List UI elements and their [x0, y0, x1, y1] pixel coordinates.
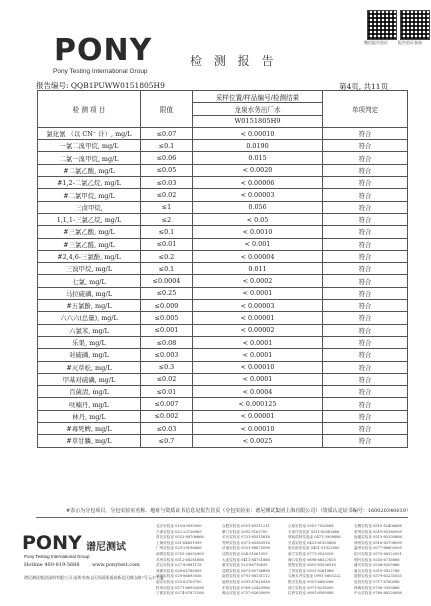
table-row — [38, 189, 408, 201]
row-limit: ≤0.03 — [141, 423, 193, 435]
row-result: < 0.00002 — [193, 324, 323, 336]
row-item: 七氯, mg/L — [38, 275, 141, 287]
table-row — [38, 287, 408, 299]
row-result: < 0.0004 — [193, 386, 323, 398]
header-sample-id: W0151805H9 — [193, 115, 323, 127]
footer-pony-logo: PONY — [22, 532, 82, 554]
subcontract-footnote: #表示为分包项目，分包实验室名称、地址与资质证书信息见报告首页（分包实验室：谱尼测试集团上海有限公司）（资质认定证书编号：160020340019） — [66, 508, 411, 514]
row-limit: ≤0.02 — [141, 189, 193, 201]
row-result: < 0.0002 — [193, 275, 323, 287]
branch-entry: 呼和浩特实验室 0471-3908888 — [288, 535, 341, 540]
page-number: 第4页, 共11页 — [339, 82, 389, 91]
row-item: 呋喃丹, mg/L — [38, 398, 141, 410]
branch-entry: 银川实验室 0951-6890288 — [288, 579, 334, 584]
row-item: 对硫磷, mg/L — [38, 349, 141, 361]
branch-entry: 温州实验室 0577-88803005 — [354, 546, 402, 551]
footer-hotline: Hotline 400-819-5688 — [24, 562, 80, 568]
branch-entry: 哈尔滨实验室 0451-51922800 — [288, 546, 340, 551]
table-row — [38, 152, 408, 164]
row-judgement: 符合 — [323, 177, 408, 189]
row-limit: ≤0.009 — [141, 300, 193, 312]
row-item: 三卤甲烷, — [38, 201, 141, 213]
branch-entry: 石家庄实验室 0311-85383666 — [288, 529, 340, 534]
row-result: < 0.05 — [193, 213, 323, 225]
row-judgement: 符合 — [323, 275, 408, 287]
table-row — [38, 398, 408, 410]
row-result: < 0.0001 — [193, 373, 323, 385]
branch-entry: 洛阳实验室 0379-63235555 — [354, 574, 402, 579]
header-item: 检 测 项 目 — [38, 91, 141, 128]
verify-qr-code-icon — [400, 10, 430, 40]
branch-entry: 宁波实验室 0574-87872168 — [156, 591, 204, 596]
row-item: #1,2-二氯乙烷, mg/L — [38, 177, 141, 189]
row-result: < 0.0020 — [193, 164, 323, 176]
branch-entry: 苏州实验室 0512-68281688 — [156, 557, 204, 562]
row-result: < 0.0001 — [193, 287, 323, 299]
row-result: < 0.00003 — [193, 300, 323, 312]
row-limit: ≤0.05 — [141, 164, 193, 176]
row-judgement: 符合 — [323, 263, 408, 275]
row-result: < 0.00001 — [193, 312, 323, 324]
row-judgement: 符合 — [323, 287, 408, 299]
branch-entry: 长沙实验室 0731-85515816 — [222, 535, 270, 540]
branch-entry: 郑州实验室 0371-63383918 — [222, 540, 270, 545]
row-item: 百菌清, mg/L — [38, 386, 141, 398]
table-row — [38, 275, 408, 287]
row-judgement: 符合 — [323, 152, 408, 164]
branch-entry: 南昌实验室 0791-88131112 — [222, 574, 270, 579]
row-result: < 0.0025 — [193, 435, 323, 447]
table-row — [38, 177, 408, 189]
table-row — [38, 127, 408, 139]
row-item: 二氯一溴甲烷, mg/L — [38, 152, 141, 164]
table-row — [38, 263, 408, 275]
report-number: 报告编号: QQB1PUWW0151805H9 — [36, 81, 165, 90]
branch-entry: 长春实验室 0431-81903888 — [288, 540, 336, 545]
row-result: < 0.00006 — [193, 177, 323, 189]
row-item: 三溴甲烷, mg/L — [38, 263, 141, 275]
table-row — [38, 226, 408, 238]
table-row — [38, 324, 408, 336]
table-row — [38, 410, 408, 422]
row-limit: ≤0.7 — [141, 435, 193, 447]
row-result: 0.0190 — [193, 140, 323, 152]
row-result: 0.011 — [193, 263, 323, 275]
row-limit: ≤0.1 — [141, 226, 193, 238]
branch-entry: 重庆实验室 023-86718839 — [222, 563, 268, 568]
table-row — [38, 312, 408, 324]
row-result: < 0.0001 — [193, 336, 323, 348]
branch-entry: 天津实验室 022-23726969 — [156, 529, 202, 534]
row-item: 六六六(总量), mg/L — [38, 312, 141, 324]
row-item: #三氯乙醛, mg/L — [38, 238, 141, 250]
branch-entry: 成都实验室 028-65780009 — [156, 568, 202, 573]
table-row — [38, 373, 408, 385]
row-judgement: 符合 — [323, 349, 408, 361]
header-judgement: 单项判定 — [323, 91, 408, 128]
branch-entry: 拉萨实验室 0891-6599988 — [288, 591, 334, 596]
table-row — [38, 386, 408, 398]
row-item: 甲基对硫磷, mg/L — [38, 373, 141, 385]
table-row — [38, 238, 408, 250]
row-limit: ≤0.02 — [141, 373, 193, 385]
branch-entry: 济南实验室 0531-88875098 — [222, 546, 270, 551]
row-item: 氯化氰 （以 CN⁻ 计）, mg/L — [38, 127, 141, 139]
table-row — [38, 435, 408, 447]
branch-column — [288, 524, 341, 597]
qr-caption-verify: 报告验证查询 — [398, 40, 422, 45]
row-judgement: 符合 — [323, 201, 408, 213]
branch-entry: 昆明实验室 0871-65736888 — [222, 568, 270, 573]
branch-entry: 西安实验室 029-86693036 — [156, 574, 202, 579]
row-item: 乐果, mg/L — [38, 336, 141, 348]
branch-entry: 大连实验室 0411-84751888 — [222, 557, 270, 562]
row-result: < 0.00003 — [193, 189, 323, 201]
branch-entry: 佛山实验室 0757-82630099 — [222, 591, 270, 596]
row-limit: ≤0.003 — [141, 349, 193, 361]
row-judgement: 符合 — [323, 336, 408, 348]
row-judgement: 符合 — [323, 386, 408, 398]
branch-column — [222, 524, 270, 597]
table-row — [38, 164, 408, 176]
row-item: #灭草松, mg/L — [38, 361, 141, 373]
branch-entry: 东莞实验室 0769-22420966 — [222, 585, 270, 590]
row-limit: ≤2 — [141, 213, 193, 225]
row-judgement: 符合 — [323, 213, 408, 225]
row-judgement: 符合 — [323, 140, 408, 152]
branch-entry: 绍兴实验室 0575-88122001 — [354, 551, 402, 556]
row-result: 0.056 — [193, 201, 323, 213]
branch-entry: 合肥实验室 0551-63511211 — [222, 524, 270, 528]
branch-entry: 杭州实验室 0571-86950588 — [156, 585, 204, 590]
row-judgement: 符合 — [323, 250, 408, 262]
row-result: < 0.00004 — [193, 250, 323, 262]
footer-website[interactable]: www.ponytest.com — [92, 562, 140, 568]
table-row — [38, 213, 408, 225]
row-limit: ≤0.03 — [141, 177, 193, 189]
row-result: < 0.00001 — [193, 410, 323, 422]
row-judgement: 符合 — [323, 324, 408, 336]
branch-entry: 南京实验室 025-83709700 — [156, 579, 202, 584]
row-limit: ≤1 — [141, 201, 193, 213]
branch-entry: 中山实验室 0760-88228088 — [354, 591, 402, 596]
branch-column — [156, 524, 204, 597]
branch-entry: 烟台实验室 0535-6716888 — [354, 557, 400, 562]
row-limit: ≤0.3 — [141, 361, 193, 373]
branch-entry: 太原实验室 0351-7026588 — [288, 524, 334, 528]
footer-divider — [36, 517, 408, 518]
header-limit: 限值 — [141, 91, 193, 128]
branch-entry: 上海实验室 021-64851999 — [156, 540, 202, 545]
row-limit: ≤0.08 — [141, 336, 193, 348]
pony-logo: PONY — [54, 33, 153, 68]
branch-entry: 深圳实验室 0755-26050909 — [156, 551, 204, 556]
branch-entry: 青岛实验室 0532-88706866 — [156, 535, 204, 540]
row-judgement: 符合 — [323, 398, 408, 410]
logo-subtitle: Pony Testing International Group — [53, 68, 148, 75]
row-judgement: 符合 — [323, 423, 408, 435]
row-item: #二氯甲烷, mg/L — [38, 189, 141, 201]
row-result: < 0.000125 — [193, 398, 323, 410]
row-limit: ≤0.002 — [141, 410, 193, 422]
row-item: #五氯酚, mg/L — [38, 300, 141, 312]
row-limit: ≤0.0004 — [141, 275, 193, 287]
branch-entry: 西宁实验室 0971-8218300 — [288, 585, 334, 590]
row-limit: ≤0.1 — [141, 140, 193, 152]
row-result: < 0.001 — [193, 238, 323, 250]
table-row — [38, 201, 408, 213]
row-item: 马拉硫磷, mg/L — [38, 287, 141, 299]
row-result: 0.015 — [193, 152, 323, 164]
row-judgement: 符合 — [323, 312, 408, 324]
footer-logo-subtitle: Pony Testing International Group — [24, 554, 90, 559]
row-limit: ≤0.07 — [141, 127, 193, 139]
header-sample-group: 采样位置/样品编号/检测结果 — [193, 91, 323, 103]
branch-entry: 海口实验室 0898-66527655 — [288, 557, 336, 562]
row-limit: ≤0.1 — [141, 263, 193, 275]
row-judgement: 符合 — [323, 238, 408, 250]
row-item: 六氯苯, mg/L — [38, 324, 141, 336]
row-item: 林丹, mg/L — [38, 410, 141, 422]
qr-caption-wechat: 微信报告验证 — [364, 40, 388, 45]
row-limit: ≤0.25 — [141, 287, 193, 299]
branch-entry: 无锡实验室 0510-82406666 — [354, 524, 402, 528]
table-row — [38, 361, 408, 373]
row-limit: ≤0.01 — [141, 238, 193, 250]
row-result: < 0.0010 — [193, 226, 323, 238]
row-item: 1,1,1-三氯乙烷, mg/L — [38, 213, 141, 225]
table-row — [38, 300, 408, 312]
branch-entry: 常州实验室 0519-85180009 — [354, 529, 402, 534]
test-results-table — [37, 90, 408, 448]
row-limit: ≤0.001 — [141, 324, 193, 336]
branch-entry: 福州实验室 0591-87616958 — [222, 579, 270, 584]
header-location: 龙泉水务出厂水 — [193, 103, 323, 115]
branch-directory — [156, 524, 418, 600]
row-item: #草甘膦, mg/L — [38, 435, 141, 447]
table-row — [38, 423, 408, 435]
branch-entry: 贵阳实验室 0851-85556916 — [288, 563, 336, 568]
row-result: < 0.00010 — [193, 361, 323, 373]
row-judgement: 符合 — [323, 226, 408, 238]
row-judgement: 符合 — [323, 189, 408, 201]
document-title: 检 测 报 告 — [190, 54, 278, 68]
footer-address: 谱尼测试集团深圳有限公司 深圳市南山区西丽街道高新北区朗山路7号元丰大厦 — [24, 575, 164, 580]
branch-entry: 南宁实验室 0771-5535018 — [288, 551, 334, 556]
row-limit: ≤0.01 — [141, 386, 193, 398]
table-row — [38, 250, 408, 262]
table-row — [38, 336, 408, 348]
branch-entry: 广州实验室 020-29196666 — [156, 546, 202, 551]
wechat-qr-code-icon — [367, 10, 397, 40]
branch-entry: 兰州实验室 0931-8261966 — [288, 568, 334, 573]
row-limit: ≤0.06 — [141, 152, 193, 164]
branch-entry: 徐州实验室 0516-83708099 — [354, 540, 402, 545]
branch-entry: 宜昌实验室 0717-6760088 — [354, 579, 400, 584]
branch-entry: 厦门实验室 0592-5162700 — [222, 529, 268, 534]
row-item: 一氯二溴甲烷, mg/L — [38, 140, 141, 152]
row-result: < 0.0001 — [193, 349, 323, 361]
branch-entry: 珠海实验室 0756-3395866 — [354, 585, 400, 590]
row-judgement: 符合 — [323, 164, 408, 176]
row-judgement: 符合 — [323, 410, 408, 422]
row-limit: ≤0.007 — [141, 398, 193, 410]
footer-logo-chinese: 谱尼测试 — [86, 542, 126, 553]
branch-entry: 北京实验室 010-83055000 — [156, 524, 202, 528]
branch-entry: 潍坊实验室 0536-8205966 — [354, 563, 400, 568]
row-judgement: 符合 — [323, 361, 408, 373]
branch-entry: 南通实验室 0513-85330888 — [354, 535, 402, 540]
row-judgement: 符合 — [323, 127, 408, 139]
branch-entry: 唐山实验室 0315-5922788 — [354, 568, 400, 573]
table-row — [38, 349, 408, 361]
row-judgement: 符合 — [323, 300, 408, 312]
table-row — [38, 140, 408, 152]
row-item: #毒死蜱, mg/L — [38, 423, 141, 435]
row-limit: ≤0.2 — [141, 250, 193, 262]
row-result: < 0.00010 — [193, 423, 323, 435]
row-item: #三氯乙酸, mg/L — [38, 226, 141, 238]
row-judgement: 符合 — [323, 435, 408, 447]
branch-column — [354, 524, 402, 597]
row-item: #2,4,6-三氯酚, mg/L — [38, 250, 141, 262]
row-limit: ≤0.005 — [141, 312, 193, 324]
row-result: < 0.00010 — [193, 127, 323, 139]
branch-entry: 沈阳实验室 024-31061919 — [222, 551, 268, 556]
branch-entry: 武汉实验室 027-83981118 — [156, 563, 202, 568]
row-item: #二氯乙酸, mg/L — [38, 164, 141, 176]
branch-entry: 乌鲁木齐实验室 0991-5803222 — [288, 574, 341, 579]
row-judgement: 符合 — [323, 373, 408, 385]
